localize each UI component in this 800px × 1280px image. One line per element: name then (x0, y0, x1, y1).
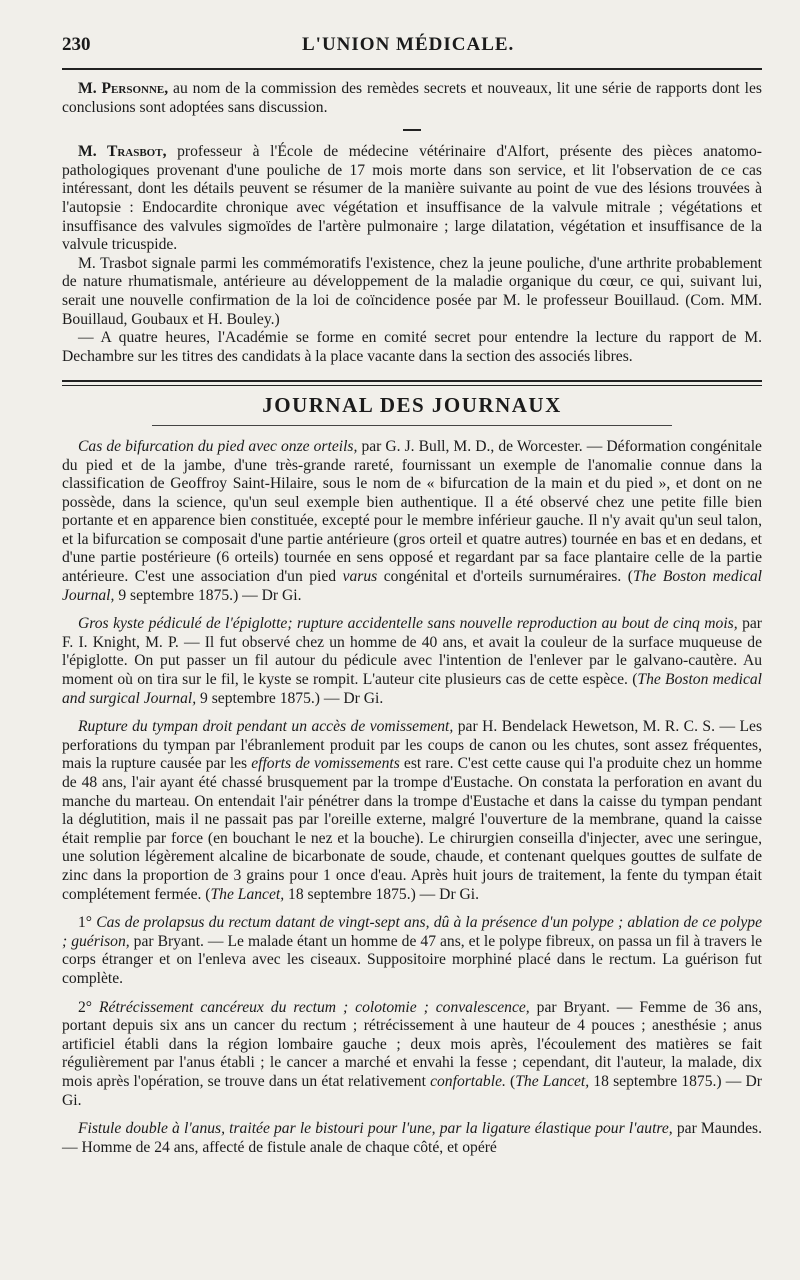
page-header (62, 34, 762, 70)
article-bifurcation (62, 438, 762, 605)
article-text: Homme de 24 ans, affecté de fistule anale de chaque côté, et opéré (81, 1138, 497, 1156)
article-fistule (62, 1120, 762, 1157)
article-source: The Lancet, (515, 1072, 590, 1090)
article-title: Gros kyste pédiculé de l'épiglotte; rupture accidentelle sans nouvelle reproduction au bout de cinq mois, (78, 615, 738, 633)
spacer (62, 708, 762, 718)
page-number: 230 (62, 34, 91, 55)
article-number: 1° (78, 914, 97, 932)
article-text: Les perforations du tympan par l'ébranlement produit par les coups de canon ou les chutes, sont assez fréquentes, mais la rupture causée par les (62, 718, 763, 773)
italic-term: efforts de vomissements (251, 755, 400, 773)
italic-term: confortable. (430, 1072, 506, 1090)
spacer (62, 605, 762, 615)
article-signature: 18 septembre 1875.) — Dr Gi. (284, 885, 480, 903)
article-title: Rupture du tympan droit pendant un accès de vomissement, (78, 718, 454, 736)
page-body (62, 80, 762, 1157)
running-title: L'UNION MÉDICALE. (302, 34, 515, 55)
spacer (62, 989, 762, 999)
article-author: par H. Bendelack Hewetson, M. R. C. S. — (453, 718, 740, 736)
article-author: par Maundes. — (62, 1120, 762, 1156)
paragraph-text: au nom de la commission des remèdes secrets et nouveaux, lit une série de rapports dont les conclusions sont adoptées sans discussion. (62, 80, 762, 116)
article-text: Il fut observé chez un homme de 40 ans, et avait la couleur de la surface muqueuse de l'épiglotte. On put passer un fil autour du pédicule avec l'intention de l'enlever par le galvano-cautère. Au moment où on tira sur le fil, le kyste se rompit. L'auteur cite plusieurs cas de cette espèce. ( (62, 633, 762, 689)
article-title: Fistule double à l'anus, traitée par le bistouri pour l'une, par la ligature élastique pour l'autre, (78, 1120, 673, 1138)
article-title: Rétrécissement cancéreux du rectum ; colotomie ; convalescence, (99, 998, 530, 1016)
paragraph-trasbot-followup: M. Trasbot signale parmi les commémoratifs l'existence, chez la jeune pouliche, d'une arthrite probablement de nature rhumatismale, antérieure au développement de la maladie organique du cœur, ce qui, suivant lui, serait une nouvelle confirmation de la loi de coïncidence posée par M. le professeur Bouillaud. (Com. MM. Bouillaud, Goubaux et H. Bouley.) (62, 254, 762, 328)
article-author: par G. J. Bull, M. D., de Worcester. — (357, 437, 607, 455)
article-author: par Bryant. — (529, 998, 640, 1016)
double-rule-divider (62, 380, 762, 386)
article-author: par Bryant. — (129, 932, 228, 950)
spacer (62, 904, 762, 914)
article-author: par F. I. Knight, M. P. — (62, 615, 763, 651)
spacer (62, 1110, 762, 1120)
article-tympan (62, 718, 762, 904)
article-prolapsus (62, 914, 762, 988)
article-title: Cas de bifurcation du pied avec onze orteils, (78, 437, 358, 455)
article-source: The Lancet, (210, 885, 285, 903)
article-signature: 9 septembre 1875.) — Dr Gi. (196, 689, 384, 707)
article-text-cont: est rare. C'est cette cause qui l'a produite chez un homme de 48 ans, l'air ayant été chassé brusquement par la trompe d'Eustache. On constata la perforation en avant du manche du marteau. On entendait l'air pénétrer dans la trompe d'Eustache et dans la caisse du tympan pendant la déglutition, mais il ne passait pas par l'oreille externe, malgré l'ouverture de la membrane, quand la caisse était remplie par force (en bouchant le nez et la bouche). Le chirurgien conseilla d'injecter, avec une seringue, une solution légèrement alcaline de bicarbonate de soude, chaude, et contenant quelques gouttes de sulfate de zinc dans la proportion de 3 grains pour 1 once d'eau. Après huit jours de traitement, la fente du tympan était complétement fermée. ( (62, 755, 762, 903)
article-retrecissement (62, 999, 762, 1111)
article-number: 2° (78, 998, 99, 1016)
separator-dash (403, 129, 421, 131)
article-text: Déformation congénitale du pied et de la jambe, d'une très-grande rareté, fournissant un exemple de l'anomalie connue dans la classification de Geoffroy Saint-Hilaire, sous le nom de « bifurcation de la main et du pied », et dont on ne possède, dans la science, qu'un seul exemple bien authentique. Il a été observé chez une petite fille bien portante et en apparence bien constituée, excepté pour le membre inférieur gauche. Il n'y avait qu'un seul talon, et la bifurcation se composait d'une partie antérieure (gros orteil et quatre autres) tournée en bas et en dedans, et d'une partie postérieure (6 orteils) tournée en sens opposé et regardant par sa face plantaire celle de la partie antérieure. C'est une association d'un pied (62, 437, 762, 586)
section-title: JOURNAL DES JOURNAUX (262, 393, 562, 418)
article-text-cont: ( (505, 1072, 516, 1090)
paragraph-comite-secret: — A quatre heures, l'Académie se forme en comité secret pour entendre la lecture du rapport de M. Dechambre sur les titres des candidats à la place vacante dans la section des associés libres. (62, 329, 762, 365)
paragraph-personne (62, 80, 762, 117)
italic-term: varus (342, 568, 378, 586)
article-title: Cas de prolapsus du rectum datant de vingt-sept ans, dû à la présence d'un polype ; ablation de ce polype ; guérison, (62, 914, 762, 950)
speaker-name: M. Personne, (78, 80, 169, 97)
paragraph-trasbot (62, 143, 762, 255)
article-source: The Boston medical and surgical Journal, (62, 671, 762, 707)
article-kyste (62, 615, 762, 708)
article-text-cont: congénital et d'orteils surnuméraires. ( (377, 568, 633, 586)
article-signature: 9 septembre 1875.) — Dr Gi. (114, 586, 302, 604)
section-rule (152, 425, 672, 426)
paragraph-text: professeur à l'École de médecine vétérinaire d'Alfort, présente des pièces anatomo-pathologiques provenant d'une pouliche de 17 mois morte dans son service, et lit l'observation de ce cas intéressant, dont les détails peuvent se résumer de la manière suivante au point de vue des lésions trouvées à l'autopsie : Endocardite chronique avec végétation et insuffisance de la valvule mitrale ; végétations et insuffisance des valvules sigmoïdes de l'artère pulmonaire ; large dilatation, végétation et insuffisance de la valvule tricuspide. (62, 143, 762, 254)
article-text: Le malade étant un homme de 47 ans, et le polype fibreux, on passa un fil à travers le corps étranger et on l'enleva avec les ciseaux. Suppositoire morphiné placé dans le rectum. La guérison fut complète. (62, 932, 762, 987)
article-text: Femme de 36 ans, portant depuis six ans un cancer du rectum ; rétrécissement à une hauteur de 4 pouces ; anesthésie ; anus artificiel établi dans la région lombaire gauche ; deux mois après, l'écoulement des matières se fait régulièrement par l'anus établi ; le cancer a marché et envahi la fesse ; cependant, dit l'auteur, la malade, dix mois après l'opération, se trouve dans un état relativement (62, 998, 762, 1090)
article-source: The Boston medical Journal, (62, 568, 762, 604)
article-signature: 18 septembre 1875.) — Dr Gi. (62, 1072, 762, 1109)
speaker-name: M. Trasbot, (78, 143, 167, 161)
